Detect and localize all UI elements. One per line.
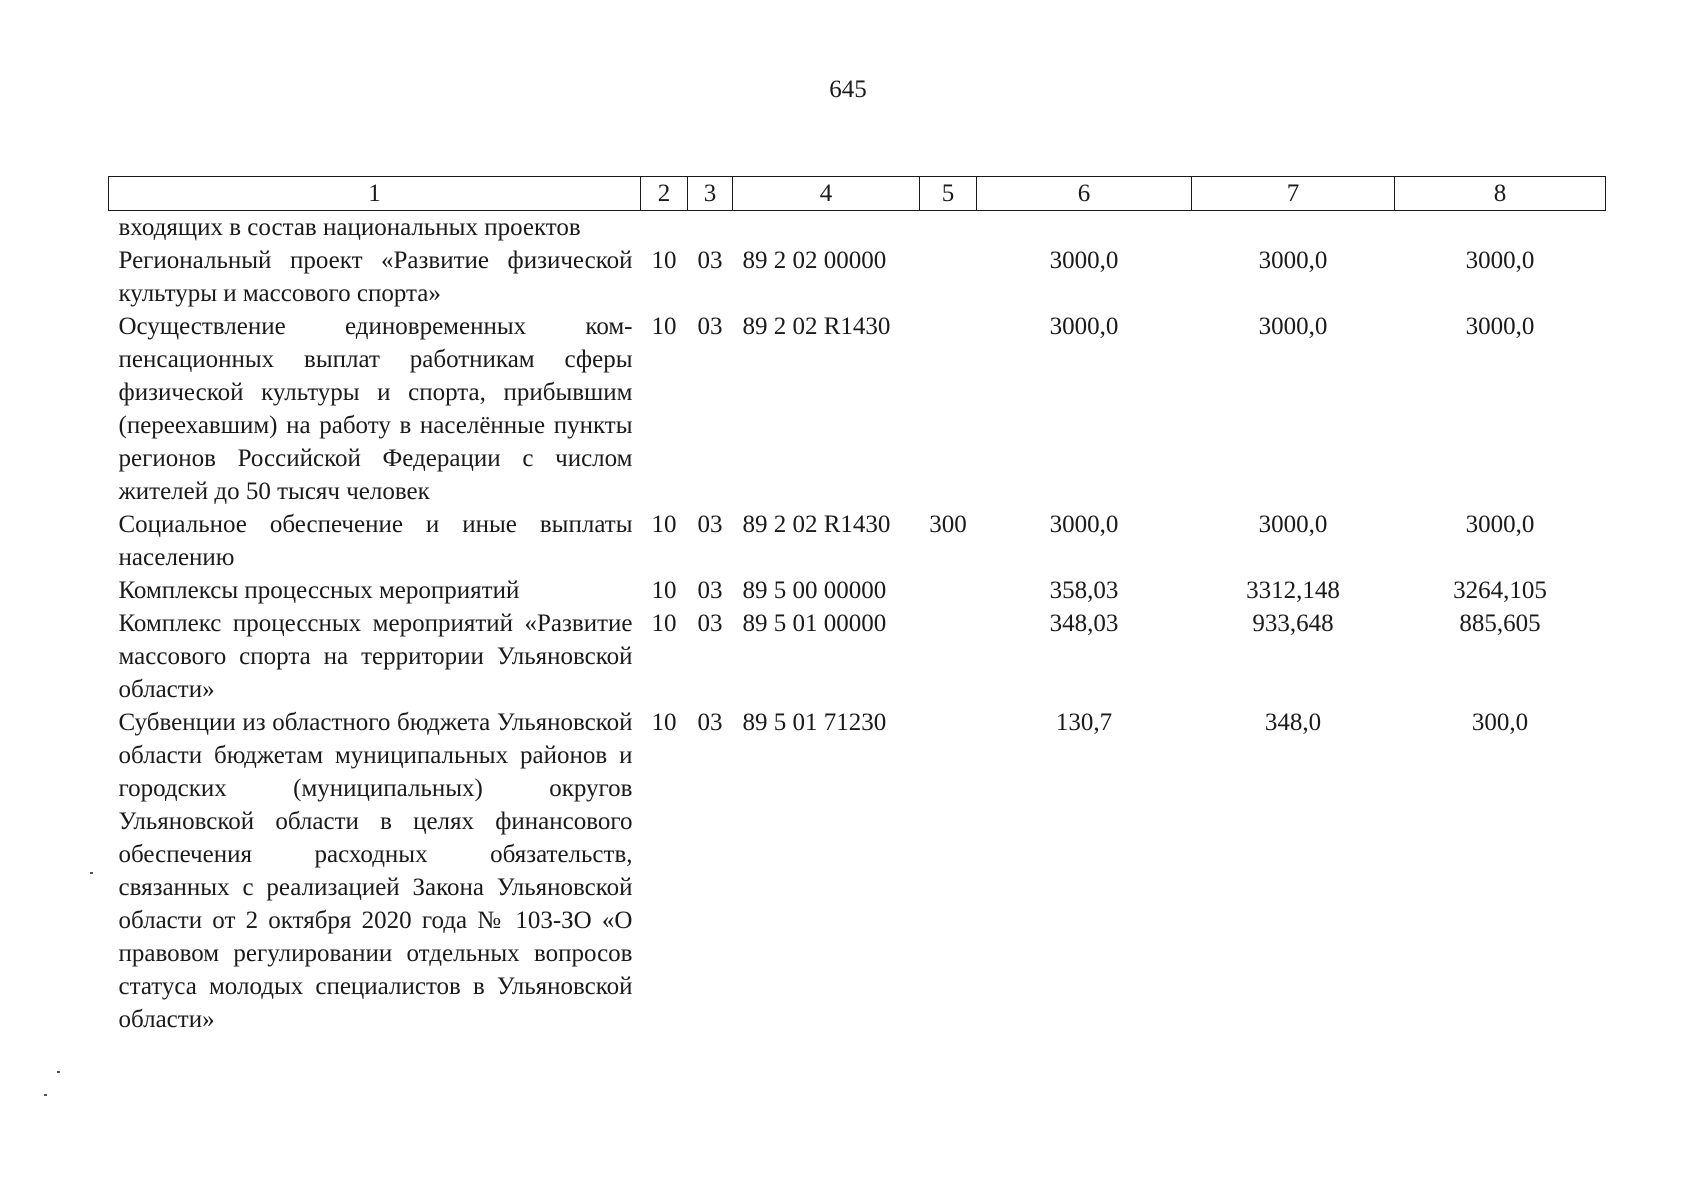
- row-target-code: 89 2 02 00000: [742, 247, 887, 274]
- scan-speck: [90, 872, 93, 874]
- table-row: [109, 508, 1606, 574]
- row-value-6: 3000,0: [1049, 247, 1119, 274]
- row-section: 10: [651, 247, 677, 274]
- scan-speck: [44, 1094, 47, 1096]
- row-value-6: 130,7: [1055, 709, 1113, 736]
- header-col-2: 2: [641, 177, 688, 211]
- row-value-8: 885,605: [1459, 610, 1541, 637]
- row-name: входящих в состав национальных проектов: [118, 214, 581, 241]
- row-value-8: 300,0: [1471, 709, 1529, 736]
- row-name: Комплексы процессных мероприятий: [118, 577, 520, 604]
- table-body: [109, 211, 1606, 1037]
- row-value-6: 3000,0: [1049, 511, 1119, 538]
- budget-table: [108, 176, 1606, 1036]
- row-value-7: 3312,148: [1246, 577, 1340, 604]
- row-section: 10: [651, 577, 677, 604]
- scan-speck: [57, 1071, 60, 1073]
- row-target-code: 89 5 01 00000: [742, 610, 887, 637]
- row-name: Субвенции из областного бюджета Ульяновской области бюджетам муниципальных районов и городских (муниципальных) округов Ульяновской области в целях финансового обеспечения расходных обязательств, связанных с реализацией Закона Ульяновской области от 2 октября 2020 года № 103-ЗО «О правовом регулировании отдельных вопросов статуса молодых специалистов в Ульяновской области»: [118, 709, 633, 1033]
- row-subsection: 03: [697, 577, 723, 604]
- row-expense-type: [920, 607, 977, 706]
- table-header: [109, 177, 1606, 211]
- table-row: [109, 574, 1606, 607]
- row-subsection: 03: [697, 313, 723, 340]
- header-row: [109, 177, 1606, 211]
- header-col-7: 7: [1192, 177, 1395, 211]
- row-value-7: 3000,0: [1258, 511, 1328, 538]
- row-value-6: 3000,0: [1049, 313, 1119, 340]
- row-subsection: 03: [697, 511, 723, 538]
- row-value-7: 348,0: [1264, 709, 1322, 736]
- row-section: 10: [651, 313, 677, 340]
- row-value-7: 933,648: [1252, 610, 1334, 637]
- row-value-8: [1395, 211, 1606, 245]
- row-section: 10: [651, 511, 677, 538]
- header-col-4: 4: [733, 177, 920, 211]
- row-value-7: [1192, 211, 1395, 245]
- row-expense-type: [920, 211, 977, 245]
- row-target-code: [733, 211, 920, 245]
- row-expense-type: [920, 706, 977, 1036]
- row-target-code: 89 2 02 R1430: [742, 511, 891, 538]
- row-value-6: [977, 211, 1192, 245]
- row-expense-type: [920, 310, 977, 508]
- row-subsection: [688, 211, 733, 245]
- budget-table-container: [108, 176, 1605, 1036]
- row-name: Социальное обеспечение и иные выплаты населению: [118, 511, 633, 571]
- row-name: Осуществление единовременных компенсационных выплат работникам сферы физической культуры и спорта, прибывшим (переехавшим) на работу в населённые пункты регионов Российской Федерации с числом жителей до 50 тысяч человек: [118, 313, 633, 505]
- row-target-code: 89 5 00 00000: [742, 577, 887, 604]
- row-target-code: 89 2 02 R1430: [742, 313, 891, 340]
- table-row: [109, 310, 1606, 508]
- row-value-7: 3000,0: [1258, 247, 1328, 274]
- row-subsection: 03: [697, 709, 723, 736]
- row-value-8: 3000,0: [1465, 247, 1535, 274]
- row-name: Комплекс процессных мероприятий «Развитие массового спорта на территории Ульяновской области»: [118, 610, 633, 703]
- header-col-1: 1: [109, 177, 641, 211]
- row-section: [641, 211, 688, 245]
- row-section: 10: [651, 610, 677, 637]
- row-value-7: 3000,0: [1258, 313, 1328, 340]
- table-row: [109, 607, 1606, 706]
- row-value-6: 348,03: [1049, 610, 1119, 637]
- row-subsection: 03: [697, 247, 723, 274]
- row-value-8: 3000,0: [1465, 511, 1535, 538]
- row-expense-type: [920, 574, 977, 607]
- table-row: [109, 211, 1606, 245]
- header-col-6: 6: [977, 177, 1192, 211]
- row-name: Региональный проект «Развитие физической культуры и массового спорта»: [118, 247, 633, 307]
- row-expense-type: 300: [929, 511, 967, 538]
- header-col-8: 8: [1395, 177, 1606, 211]
- header-col-3: 3: [688, 177, 733, 211]
- table-row: [109, 706, 1606, 1036]
- row-expense-type: [920, 244, 977, 310]
- row-value-8: 3000,0: [1465, 313, 1535, 340]
- row-subsection: 03: [697, 610, 723, 637]
- row-target-code: 89 5 01 71230: [742, 709, 887, 736]
- row-section: 10: [651, 709, 677, 736]
- table-row: [109, 244, 1606, 310]
- row-value-8: 3264,105: [1453, 577, 1547, 604]
- header-col-5: 5: [920, 177, 977, 211]
- page-number: 645: [829, 76, 867, 103]
- row-value-6: 358,03: [1049, 577, 1119, 604]
